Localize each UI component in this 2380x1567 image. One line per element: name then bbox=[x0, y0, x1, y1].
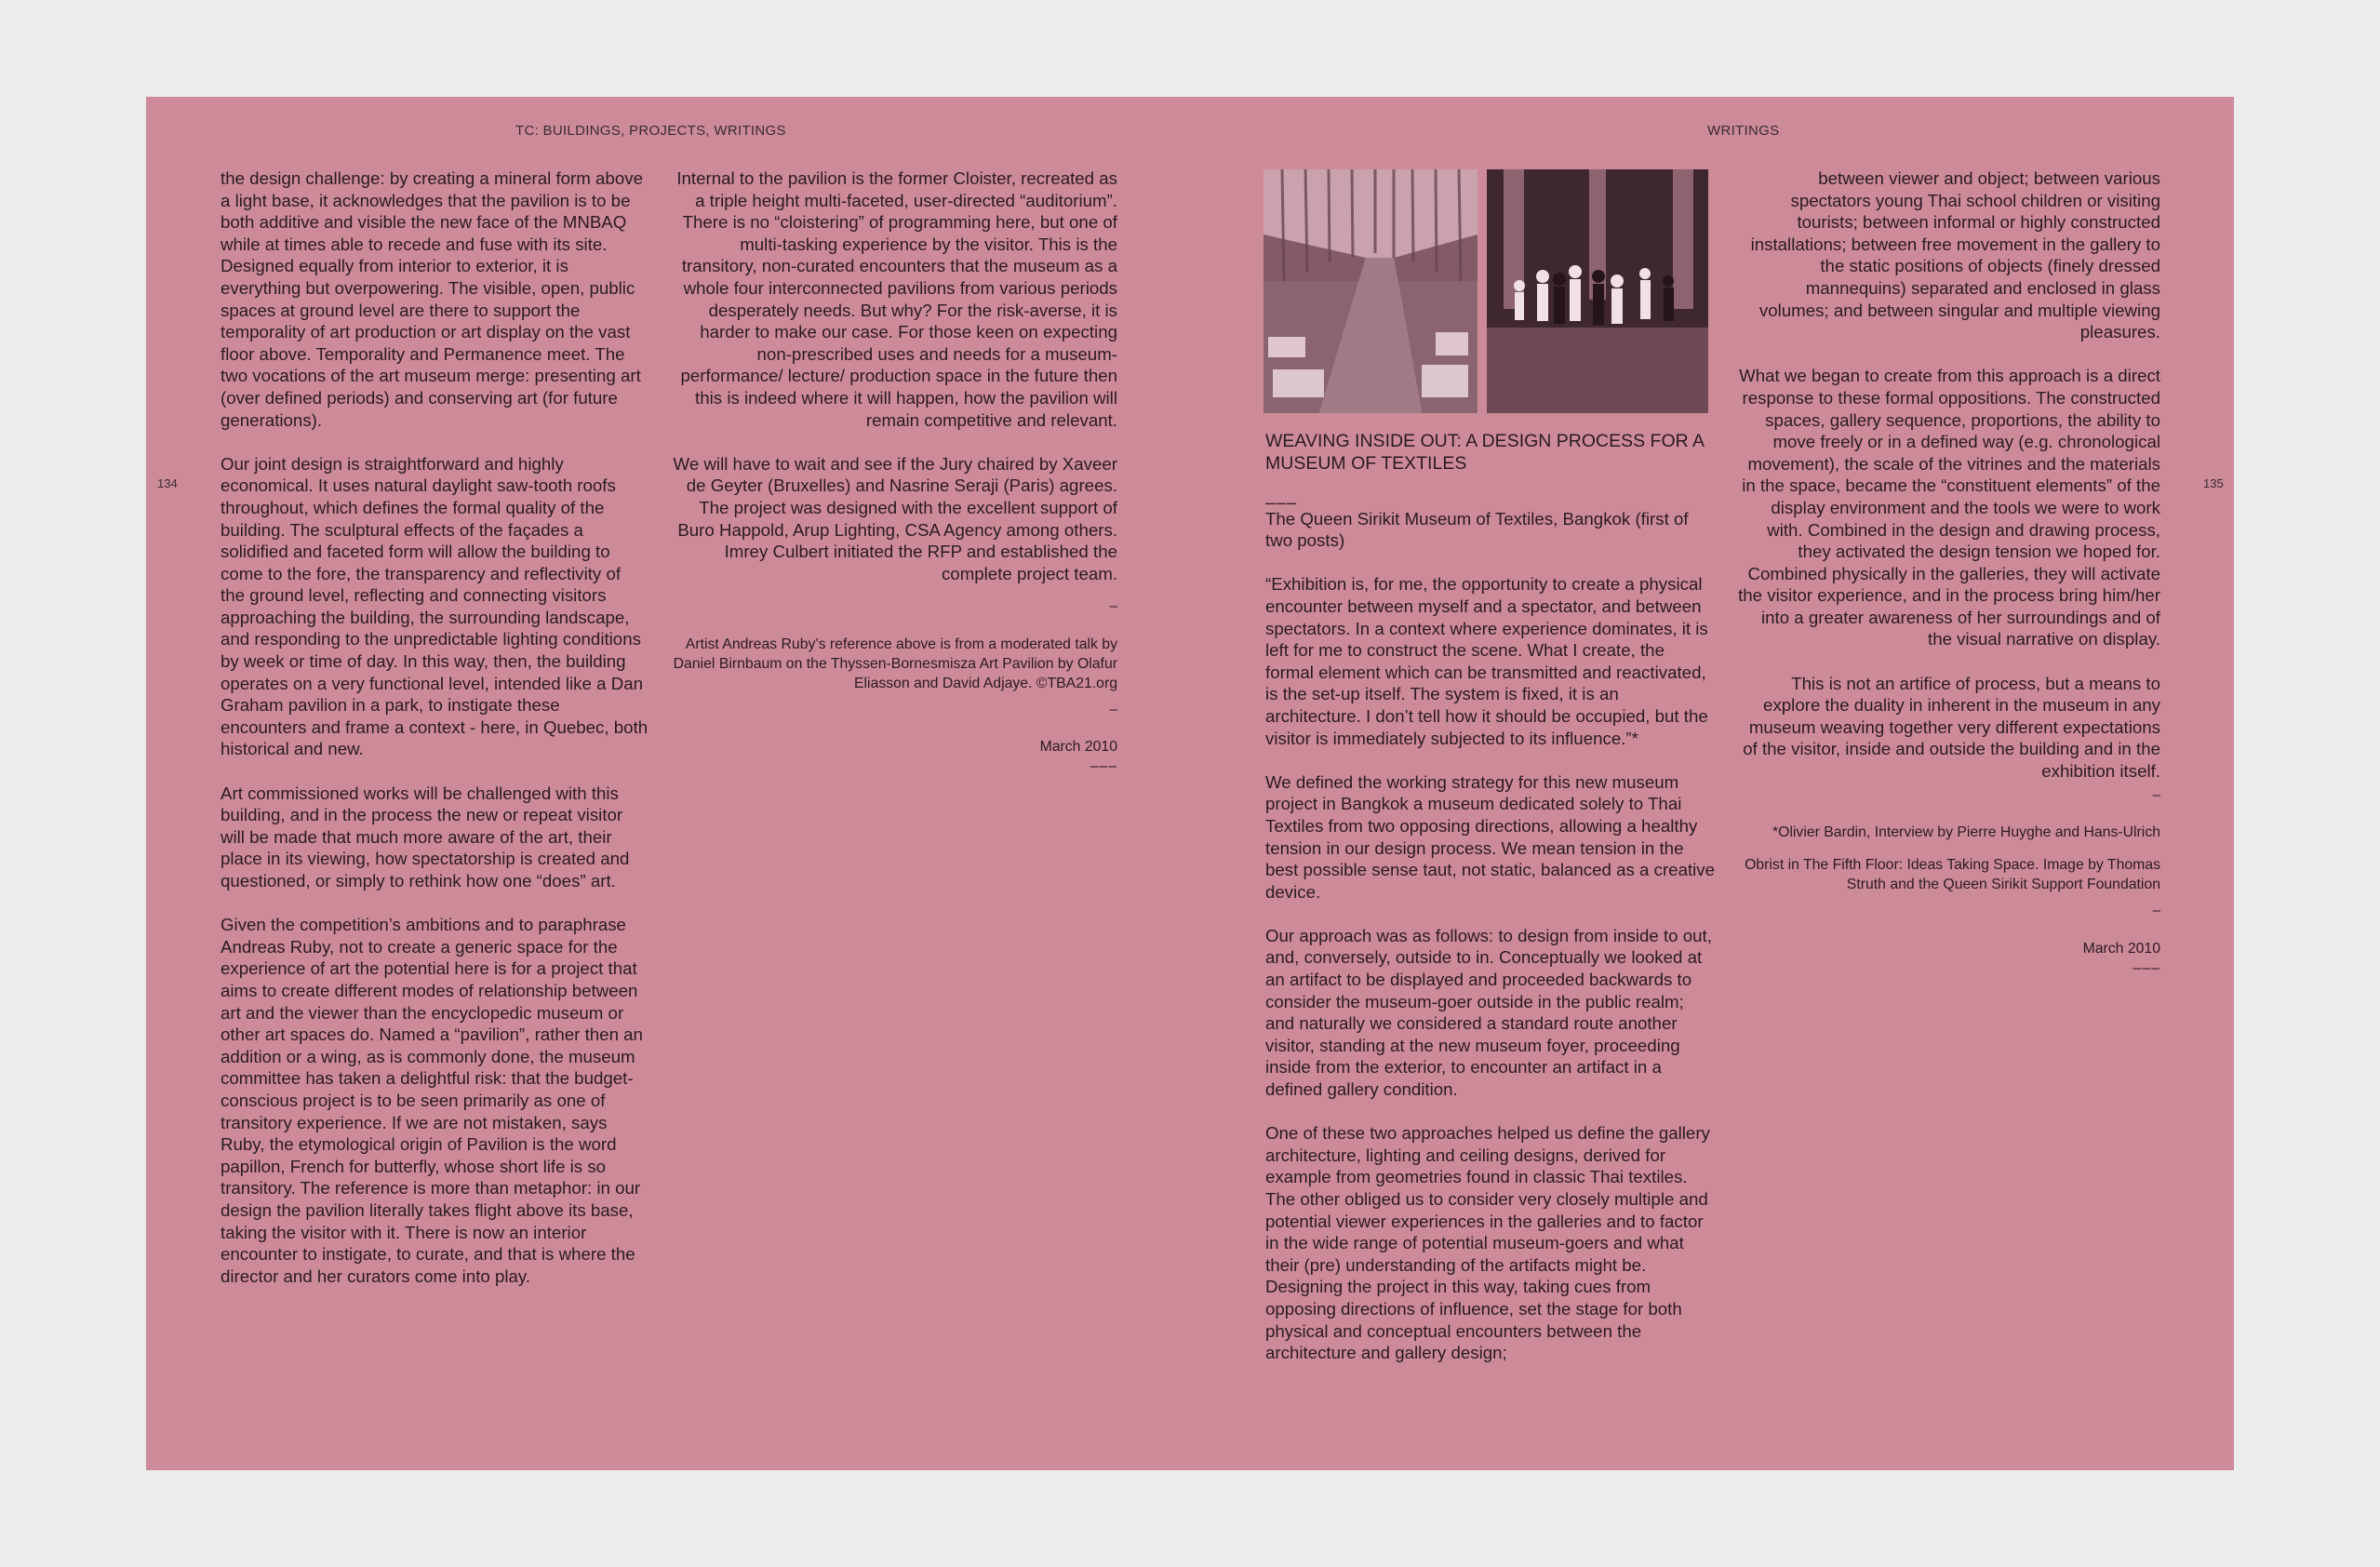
paragraph: What we began to create from this approach is a direct response to these formal oppositions. The constructed spaces, gallery sequence, proportions, the ability to move freely or in a defined way (e.g. chronological movement), the scale of the vitrines and the materials in the space, became the “constituent elements” of the display environment and the tools we were to work with. Combined in the design and drawing process, they activated the design tension we hoped for. Combined physically in the galleries, they will activate the visitor experience, and in the process bring him/her into a greater awareness of her surroundings and of the visual narrative on display. bbox=[1738, 366, 2160, 650]
paragraph: Given the competition’s ambitions and to paraphrase Andreas Ruby, not to create a generic space for the experience of art the potential here is for a project that aims to create different modes of relationship between art and the viewer than the encyclopedic museum or other art spaces do. Named a “pavilion”, rather then an addition or a wing, as is commonly done, the museum committee has taken a delightful risk: that the budget-conscious project is to be seen primarily as one of transitory experience. If we are not mistaken, says Ruby, the etymological origin of Pavilion is the word papillon, French for butterfly, whose short life is so transitory. The reference is more than metaphor: in our design the pavilion literally takes flight above its base, taking the visitor with it. There is now an interior encounter to instigate, to curate, and that is where the director and her curators come into play. bbox=[221, 915, 643, 1286]
article-title: WEAVING INSIDE OUT: A DESIGN PROCESS FOR A MUSEUM OF TEXTILES bbox=[1265, 431, 1704, 474]
right-column-2 bbox=[1737, 167, 2160, 978]
title-rule: ––– bbox=[1265, 491, 1298, 512]
paragraph: We defined the working strategy for this new museum project in Bangkok a museum dedicated solely to Thai Textiles from two opposing directions, allowing a healthy tension in our design process. We mean tension in the best possible sense taut, not static, balanced as a creative device. bbox=[1265, 771, 1716, 902]
right-column-1 bbox=[1265, 430, 1718, 1386]
paragraph: Our joint design is straightforward and highly economical. It uses natural daylight saw-tooth roofs throughout, which defines the formal quality of the building. The sculptural effects of the façades a solidified and faceted form will allow the building to come to the fore, the transparency and reflectivity of the ground level, reflecting and connecting visitors approaching the building, the surrounding landscape, and responding to the unpredictable lighting conditions by week or time of day. In this way, then, the building operates on a very functional level, intended like a Dan Graham pavilion in a park, to instigate these encounters and frame a context - here, in Quebec, both historical and new. bbox=[221, 453, 648, 759]
dash-divider: – bbox=[1109, 701, 1117, 717]
paragraph: Art commissioned works will be challenged with this building, and in the process the new or repeat visitor will be made that much more aware of the art, their place in its viewing, how spectatorship is created and questioned, or simply to rethink how one “does” art. bbox=[221, 783, 630, 891]
page-number-left: 134 bbox=[157, 476, 178, 490]
paragraph: Our approach was as follows: to design from inside to out, and, conversely, outside to in. Conceptually we looked at an artifact to be displayed and proceeded backwards to consider the museum-goer outside in the public realm; and naturally we considered a standard route another visitor, standing at the new museum foyer, proceeding inside from the exterior, to encounter an artifact in a defined gallery condition. bbox=[1265, 925, 1712, 1100]
dash-divider: – bbox=[2152, 786, 2160, 803]
left-column-1 bbox=[221, 167, 648, 1309]
paragraph: This is not an artifice of process, but a means to explore the duality in inherent in the museum in any museum weaving together very different expectations of the visitor, inside and outside the building and in the exhibition itself. bbox=[1743, 673, 2160, 782]
book-spread bbox=[146, 97, 2234, 1470]
gallery-crowd-photo bbox=[1487, 169, 1708, 413]
paragraph: between viewer and object; between various spectators young Thai school children or visiting tourists; between informal or highly constructed installations; between free movement in the gallery to the static positions of objects (finely dressed mannequins) separated and enclosed in glass volumes; and between singular and multiple viewing pleasures. bbox=[1750, 168, 2160, 342]
dash-divider: – bbox=[2152, 903, 2160, 919]
footnote: *Olivier Bardin, Interview by Pierre Huyghe and Hans-Ulrich bbox=[1772, 824, 2160, 841]
page-number-right: 135 bbox=[2203, 476, 2224, 490]
paragraph: We will have to wait and see if the Jury chaired by Xaveer de Geyter (Bruxelles) and Nasrine Seraji (Paris) agrees. The project was designed with the excellent support of Buro Happold, Arup Lighting, CSA Agency among others. Imrey Culbert initiated the RFP and established the complete project team. bbox=[673, 453, 1117, 583]
subtitle: The Queen Sirikit Museum of Textiles, Bangkok (first of two posts) bbox=[1265, 508, 1689, 551]
running-head-right: WRITINGS bbox=[1707, 123, 1780, 139]
paragraph: “Exhibition is, for me, the opportunity to create a physical encounter between myself and a spectator, and between spectators. In a context where experience dominates, it is left for me to construct the scene. What I create, the formal element which can be transmitted and reactivated, is the set-up itself. The system is fixed, it is an architecture. I don’t tell how it should be occupied, but the visitor is immediately subjected to its influence.”* bbox=[1265, 574, 1708, 748]
date-line: March 2010 bbox=[1039, 739, 1117, 756]
left-column-2 bbox=[673, 167, 1117, 776]
footnote: Obrist in The Fifth Floor: Ideas Taking Space. Image by Thomas Struth and the Queen Sirikit Support Foundation bbox=[1745, 857, 2160, 893]
footnote: Artist Andreas Ruby’s reference above is from a moderated talk by Daniel Birnbaum on the Thyssen-Bornesmisza Art Pavilion by Olafur Eliasson and David Adjaye. ©TBA21.org bbox=[673, 636, 1117, 691]
dash-divider: – bbox=[1109, 598, 1117, 615]
paragraph: One of these two approaches helped us define the gallery architecture, lighting and ceiling designs, derived for example from geometries found in classic Thai textiles. The other obliged us to consider very closely multiple and potential viewer experiences in the galleries and to factor in the wide range of potential museum-goers and what their (pre) understanding of the artifacts might be. Designing the project in this way, taking cues from opposing directions of influence, set the stage for both physical and conceptual encounters between the architecture and gallery design; bbox=[1265, 1123, 1710, 1363]
paragraph: the design challenge: by creating a mineral form above a light base, it acknowledges that the pavilion is to be both additive and visible the new face of the MNBAQ while at times able to recede and fuse with its site. Designed equally from interior to exterior, it is everything but overpowering. The visible, open, public spaces at ground level are there to support the temporality of art production or art display on the vast floor above. Temporality and Permanence meet. The two vocations of the art museum merge: presenting art (over defined periods) and conserving art (for future generations). bbox=[221, 168, 643, 430]
date-line: March 2010 bbox=[2082, 940, 2160, 957]
paragraph: Internal to the pavilion is the former Cloister, recreated as a triple height multi-faceted, user-directed “auditorium”. There is no “cloistering” of programming here, but one of multi-tasking experience by the visitor. This is the transitory, non-curated encounters that the museum as a whole four interconnected pavilions from various periods desperately needs. But why? For the risk-averse, it is harder to make our case. For those keen on expecting non-prescribed uses and needs for a museum-performance/ lecture/ production space in the future then this is indeed where it will happen, how the pavilion will remain competitive and relevant. bbox=[676, 168, 1117, 430]
end-mark: ––– bbox=[1090, 758, 1117, 775]
forest-market-photo bbox=[1264, 169, 1477, 413]
end-mark: ––– bbox=[2133, 959, 2160, 976]
photo-strip bbox=[1264, 169, 1708, 413]
running-head-left: TC: BUILDINGS, PROJECTS, WRITINGS bbox=[515, 123, 786, 139]
